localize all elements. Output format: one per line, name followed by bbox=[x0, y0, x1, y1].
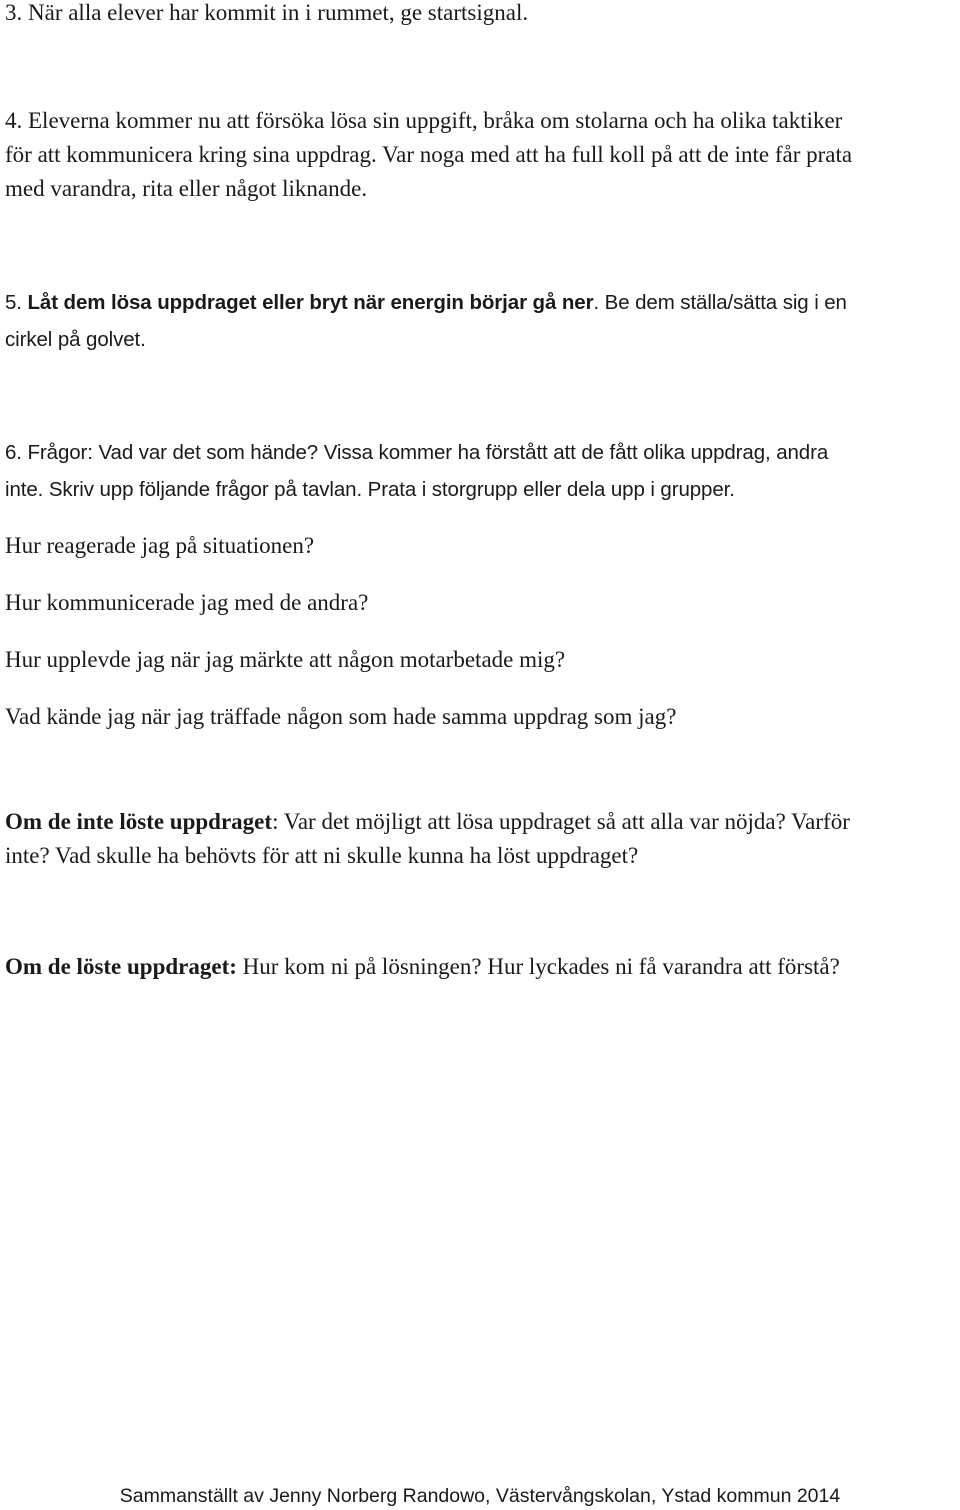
step-5-line-2: cirkel på golvet. bbox=[5, 328, 146, 351]
step-3 bbox=[5, 0, 957, 30]
not-solved-line-1 bbox=[5, 805, 957, 839]
page-footer: Sammanställt av Jenny Norberg Randowo, Västervångskolan, Ystad kommun 2014 bbox=[119, 1485, 841, 1507]
solved-text: Hur kom ni på lösningen? Hur lyckades ni få varandra att förstå? bbox=[236, 954, 840, 979]
step-5-bold-text: Låt dem lösa uppdraget eller bryt när energin börjar gå ner bbox=[27, 291, 594, 314]
step-5-number: 5. bbox=[5, 291, 28, 314]
step-6-line-1: 6. Frågor: Vad var det som hände? Vissa kommer ha förstått att de fått olika uppdrag, andra bbox=[5, 441, 829, 464]
step-5-line-1 bbox=[5, 284, 957, 321]
question-item: Hur kommunicerade jag med de andra? bbox=[5, 590, 369, 615]
not-solved-heading: Om de inte löste uppdraget bbox=[5, 809, 273, 834]
step-3-text: 3. När alla elever har kommit in i rummet, ge startsignal. bbox=[5, 0, 529, 25]
not-solved-section bbox=[5, 805, 957, 873]
step-6 bbox=[5, 434, 957, 508]
solved-section bbox=[5, 950, 957, 984]
question-item: Hur reagerade jag på situationen? bbox=[5, 533, 315, 558]
solved-line bbox=[5, 950, 957, 984]
not-solved-text: : Var det möjligt att lösa uppdraget så att alla var nöjda? Varför bbox=[272, 809, 850, 834]
question-list bbox=[5, 529, 957, 734]
question-item: Hur upplevde jag när jag märkte att någon motarbetade mig? bbox=[5, 647, 566, 672]
step-4-line-2: för att kommunicera kring sina uppdrag. Var noga med att ha full koll på att de inte får prata bbox=[5, 142, 853, 167]
step-4-line-1: 4. Eleverna kommer nu att försöka lösa sin uppgift, bråka om stolarna och ha olika taktiker bbox=[5, 108, 843, 133]
step-6-line-2: inte. Skriv upp följande frågor på tavlan. Prata i storgrupp eller dela upp i grupper. bbox=[5, 478, 735, 501]
step-5-rest: . Be dem ställa/sätta sig i en bbox=[593, 291, 847, 314]
solved-heading: Om de löste uppdraget: bbox=[5, 954, 237, 979]
step-4 bbox=[5, 104, 957, 206]
question-item: Vad kände jag när jag träffade någon som hade samma uppdrag som jag? bbox=[5, 704, 677, 729]
step-4-line-3: med varandra, rita eller något liknande. bbox=[5, 176, 368, 201]
not-solved-line-2: inte? Vad skulle ha behövts för att ni skulle kunna ha löst uppdraget? bbox=[5, 843, 639, 868]
step-5 bbox=[5, 284, 957, 358]
